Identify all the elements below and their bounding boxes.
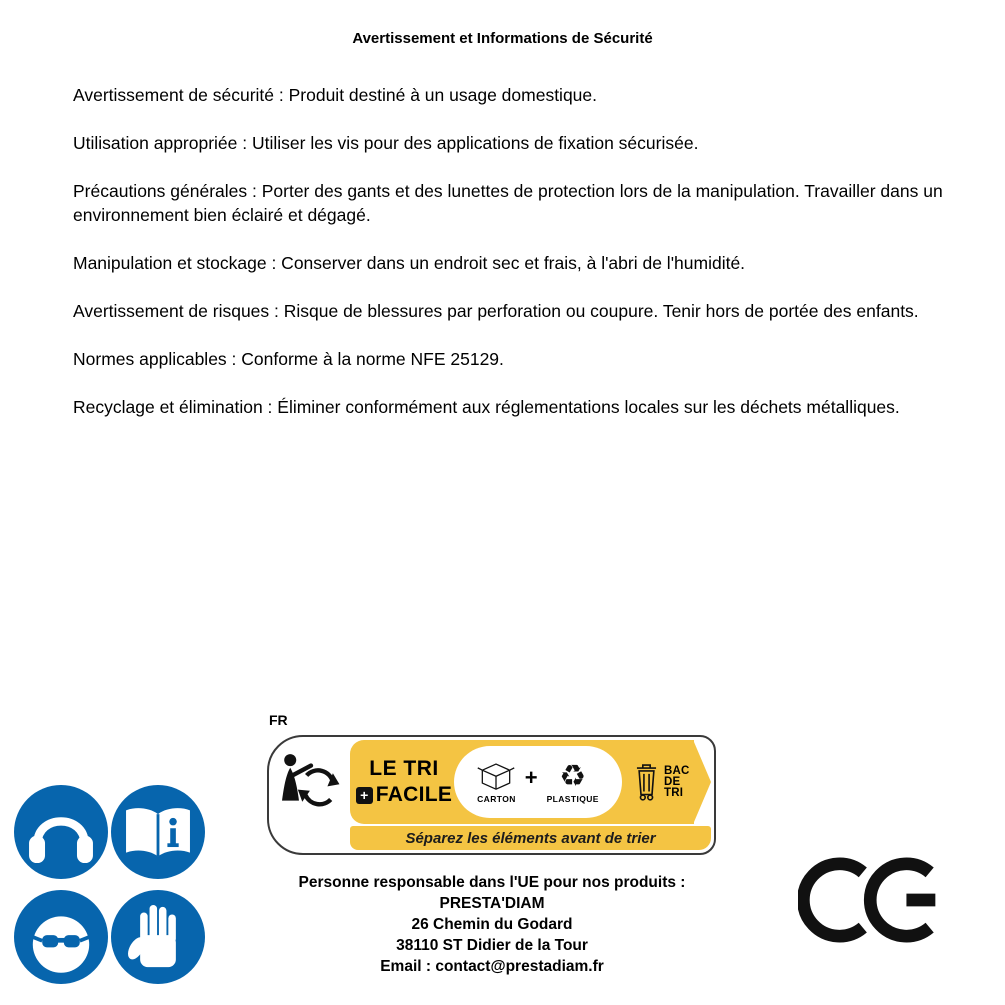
safety-paragraph-4: Manipulation et stockage : Conserver dans un endroit sec et frais, à l'abri de l'humidité.: [73, 252, 746, 273]
wear-eye-protection-icon: [14, 890, 108, 984]
address-city: 38110 ST Didier de la Tour: [396, 937, 588, 954]
bin-label-3: TRI: [664, 786, 684, 799]
wear-gloves-icon: [111, 890, 205, 984]
banner-main-row: [272, 740, 711, 824]
read-manual-icon: [111, 785, 205, 879]
le-tri-facile-logo: [354, 757, 454, 807]
bin-labels: [664, 766, 690, 799]
safety-paragraph-6: Normes applicables : Conforme à la norme NFE 25129.: [73, 348, 504, 369]
country-code-label: FR: [269, 712, 288, 728]
bin-icon: [634, 762, 659, 802]
materials-ellipse: [454, 746, 622, 818]
responsible-person-block: [267, 872, 717, 977]
plus-badge: +: [356, 787, 373, 804]
safety-paragraph-2: Utilisation appropriée : Utiliser les vis pour des applications de fixation sécurisée.: [73, 133, 699, 153]
sorting-banner-body: [350, 740, 694, 824]
le-tri-text: LE TRI: [369, 757, 439, 780]
info-tri-banner: [267, 735, 716, 855]
plastic-material: [547, 761, 599, 804]
facile-text: FACILE: [375, 783, 453, 806]
carton-label: CARTON: [477, 793, 516, 804]
recycling-arrows-icon: ♻: [559, 759, 587, 793]
plastique-label: PLASTIQUE: [546, 793, 599, 804]
carton-material: [477, 761, 516, 804]
safety-paragraph-3: Précautions générales : Porter des gants et des lunettes de protection lors de la manipulation. Travailler dans un environnement bien éclairé et dégagé.: [73, 181, 943, 225]
safety-paragraph-5: Avertissement de risques : Risque de blessures par perforation ou coupure. Tenir hors de portée des enfants.: [73, 300, 919, 321]
address-street: 26 Chemin du Godard: [411, 916, 573, 933]
facile-row: [356, 783, 452, 807]
wear-ear-protection-icon: [14, 785, 108, 879]
safety-paragraph-1: Avertissement de sécurité : Produit destiné à un usage domestique.: [73, 85, 598, 105]
address-heading: Personne responsable dans l'UE pour nos produits :: [298, 874, 686, 891]
triman-icon: [272, 740, 350, 824]
sorting-tagline: Séparez les éléments avant de trier: [350, 826, 711, 850]
mandatory-sign-grid: [14, 785, 205, 984]
bin-label-1: BAC: [664, 764, 690, 777]
arrow-point: [694, 742, 711, 822]
company-name: PRESTA'DIAM: [439, 895, 545, 912]
document-title: Avertissement et Informations de Sécurité: [352, 30, 653, 47]
sorting-bin-block: [634, 762, 690, 802]
bin-label-2: DE: [664, 775, 681, 788]
safety-text: [73, 84, 966, 444]
plus-sign: +: [524, 765, 538, 790]
carton-icon: [477, 761, 515, 793]
ce-marking-icon: [798, 850, 948, 955]
safety-paragraph-7: Recyclage et élimination : Éliminer conformément aux réglementations locales sur les déchets métalliques.: [73, 396, 900, 417]
contact-email: Email : contact@prestadiam.fr: [380, 958, 604, 975]
